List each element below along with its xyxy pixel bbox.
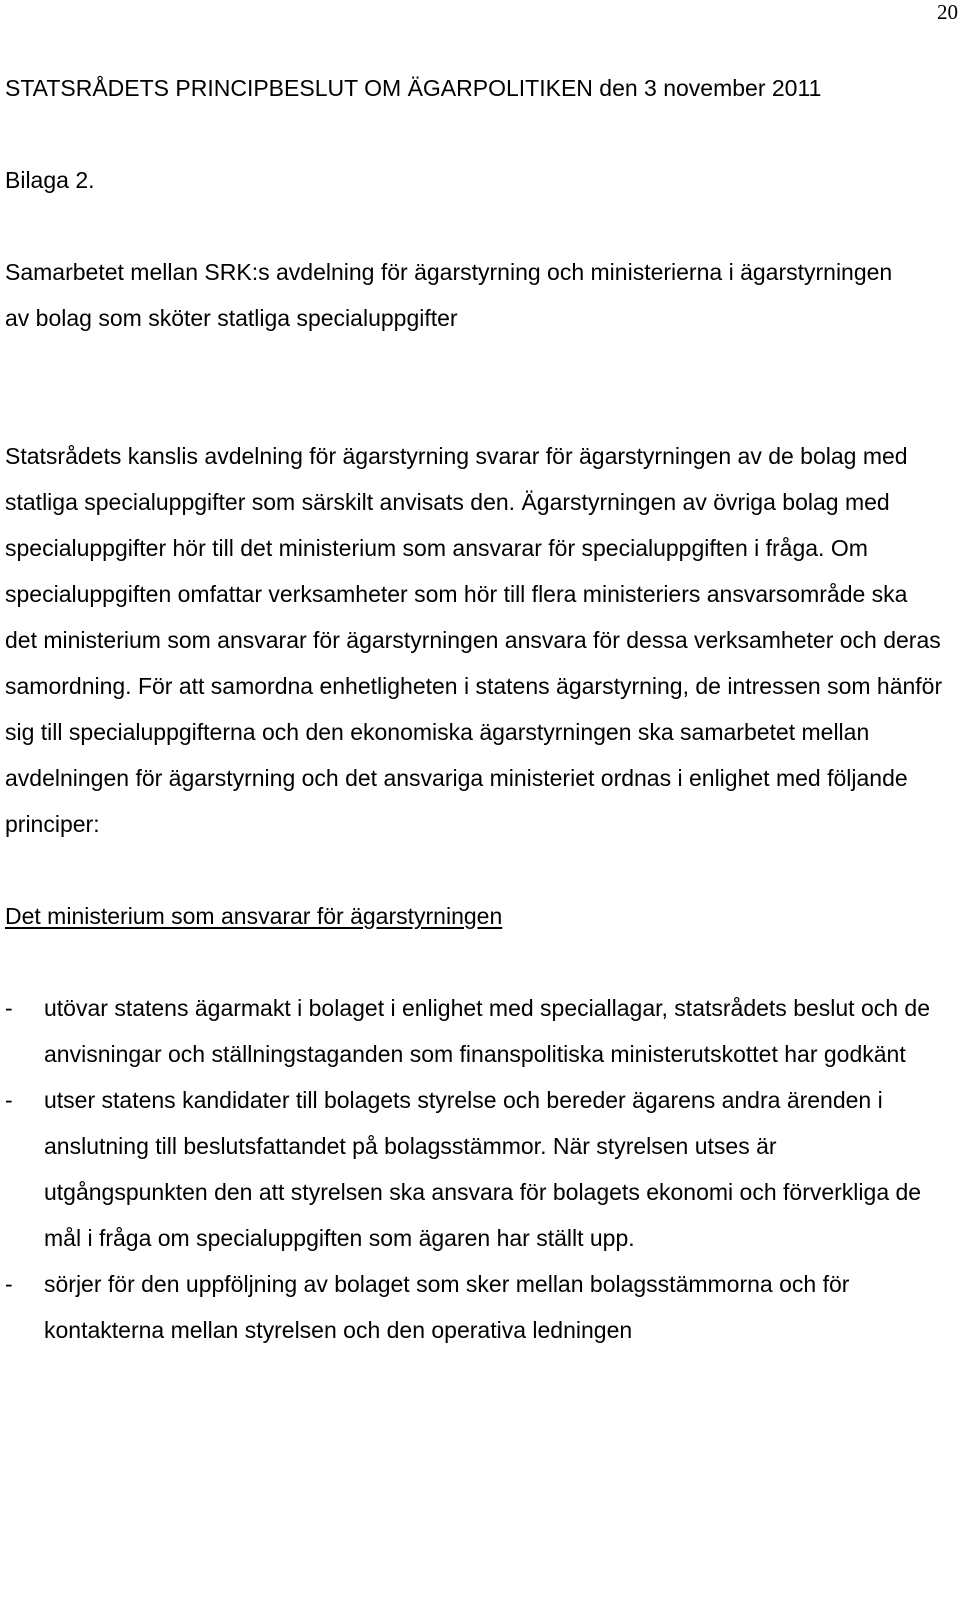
section-heading: Det ministerium som ansvarar för ägarstyrningen	[5, 903, 503, 929]
annex-label: Bilaga 2.	[5, 167, 95, 193]
responsibility-list	[5, 985, 950, 1353]
list-item-text: utövar statens ägarmakt i bolaget i enlighet med speciallagar, statsrådets beslut och de anvisningar och ställningstaganden som finanspolitiska ministerutskottet har godkänt	[44, 995, 931, 1067]
document-title: STATSRÅDETS PRINCIPBESLUT OM ÄGARPOLITIKEN den 3 november 2011	[5, 75, 822, 101]
list-item-text: utser statens kandidater till bolagets styrelse och bereder ägarens andra ärenden i anslutning till beslutsfattandet på bolagsstämmor. När styrelsen utses är utgångspunkten den att styrelsen ska ansvara för bolagets ekonomi och förverkliga de mål i fråga om specialuppgiften som ägaren har ställt upp.	[44, 1087, 922, 1251]
spacer	[5, 203, 950, 249]
list-bullet: -	[5, 1087, 13, 1113]
spacer	[5, 341, 950, 433]
page-number: 20	[937, 0, 958, 24]
body-paragraph: Statsrådets kanslis avdelning för ägarstyrning svarar för ägarstyrningen av de bolag med statliga specialuppgifter som särskilt anvisats den. Ägarstyrningen av övriga bolag med specialuppgifter hör till det ministerium som ansvarar för specialuppgiften i fråga. Om specialuppgiften omfattar verksamheter som hör till flera ministeriers ansvarsområde ska det ministerium som ansvarar för ägarstyrningen ansvara för dessa verksamheter och deras samordning. För att samordna enhetligheten i statens ägarstyrning, de intressen som hänför sig till specialuppgifterna och den ekonomiska ägarstyrningen ska samarbetet mellan avdelningen för ägarstyrning och det ansvariga ministeriet ordnas i enlighet med följande principer:	[5, 443, 943, 837]
list-item	[5, 1261, 949, 1353]
list-bullet: -	[5, 1271, 13, 1297]
list-item	[5, 985, 944, 1077]
spacer	[5, 939, 950, 985]
spacer	[5, 847, 950, 893]
document-subtitle: Samarbetet mellan SRK:s avdelning för ägarstyrning och ministerierna i ägarstyrningen av bolag som sköter statliga specialuppgifter	[5, 259, 893, 331]
spacer	[5, 111, 950, 157]
document-content	[5, 65, 950, 1353]
list-item	[5, 1077, 944, 1261]
list-bullet: -	[5, 995, 13, 1021]
list-item-text: sörjer för den uppföljning av bolaget som sker mellan bolagsstämmorna och för kontakterna mellan styrelsen och den operativa ledningen	[44, 1271, 850, 1343]
